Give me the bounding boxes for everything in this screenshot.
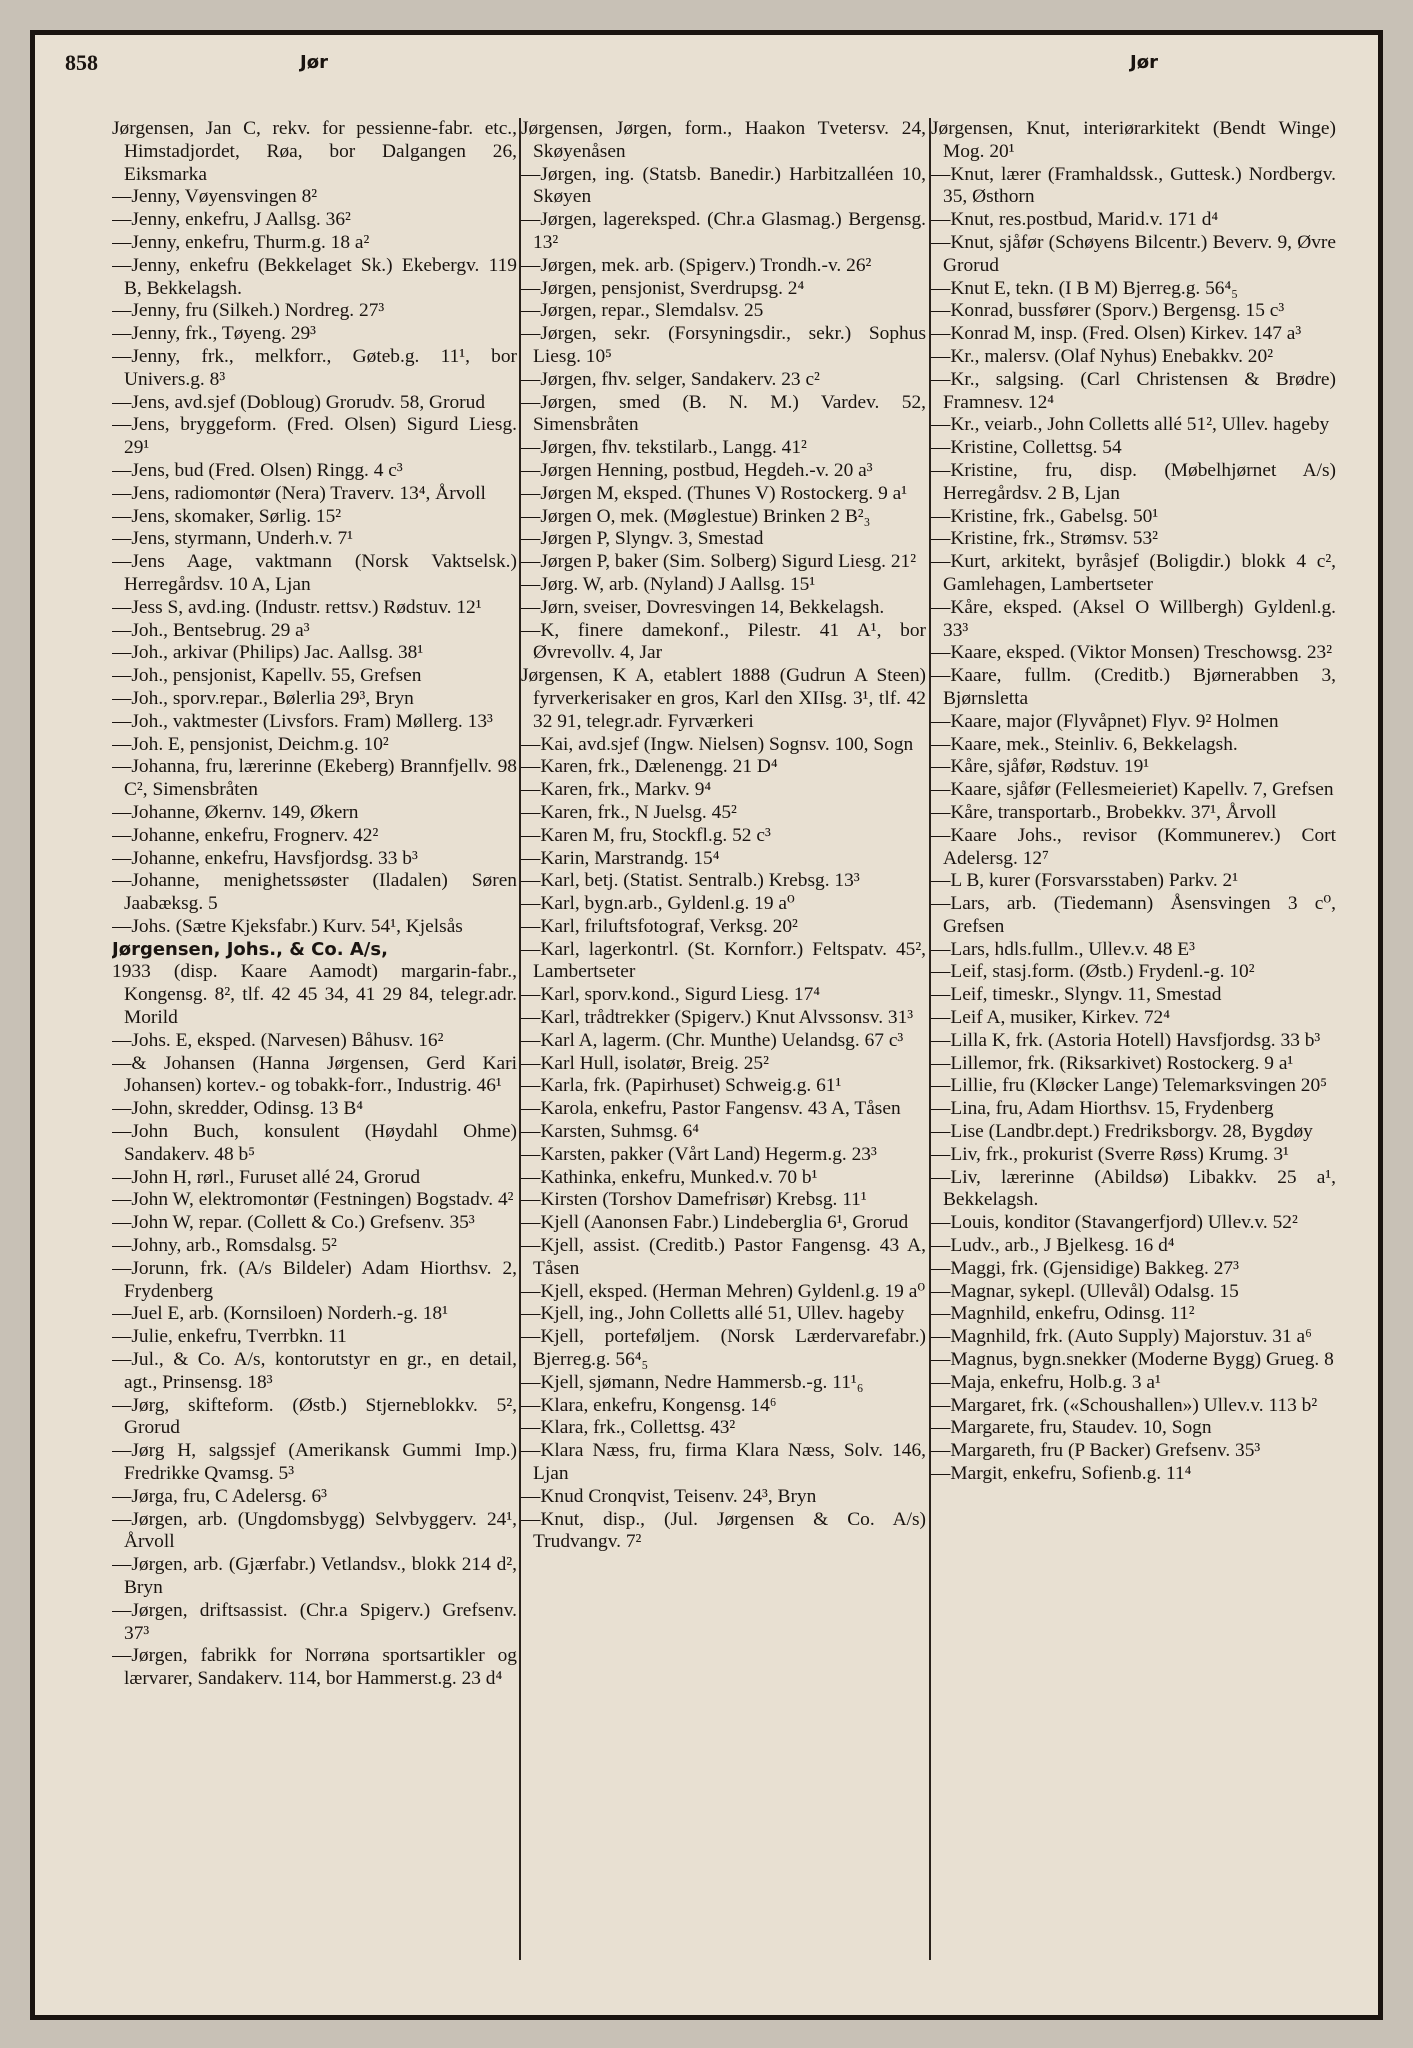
- directory-entry: —Jørgen, sekr. (Forsyningsdir., sekr.) Sophus Liesg. 10⁵: [521, 323, 926, 367]
- directory-column-1: [112, 118, 517, 1968]
- directory-entry: —Karola, enkefru, Pastor Fangensv. 43 A, Tåsen: [521, 1098, 901, 1120]
- directory-entry: —Jorunn, frk. (A/s Bildeler) Adam Hiorthsv. 2, Frydenberg: [112, 1257, 517, 1302]
- directory-entry: —Knut, sjåfør (Schøyens Bilcentr.) Beverv. 9, Øvre Grorud: [931, 231, 1336, 276]
- directory-entry: —Karsten, pakker (Vårt Land) Hegerm.g. 23³: [521, 1143, 877, 1165]
- directory-entry: —John W, repar. (Collett & Co.) Grefsenv. 35³: [112, 1212, 475, 1234]
- directory-entry: —Lilla K, frk. (Astoria Hotell) Havsfjordsg. 33 b³: [931, 1029, 1321, 1051]
- directory-entry: —Jørgen P, Slyngv. 3, Smestad: [521, 528, 764, 550]
- directory-column-2: [521, 118, 926, 1968]
- directory-entry: —Jens, avd.sjef (Dobloug) Grorudv. 58, Grorud: [112, 391, 486, 413]
- directory-entry: —Jørgen, mek. arb. (Spigerv.) Trondh.-v. 26²: [521, 254, 872, 276]
- directory-entry: —Johanne, Økernv. 149, Økern: [112, 801, 359, 823]
- directory-entry: —Karl, bygn.arb., Gyldenl.g. 19 a⁰: [521, 893, 795, 915]
- directory-entry: —Johanna, fru, lærerinne (Ekeberg) Brannfjellv. 98 C², Simensbråten: [112, 756, 517, 801]
- directory-entry: —Kåre, eksped. (Aksel O Willbergh) Gyldenl.g. 33³: [931, 596, 1336, 641]
- directory-entry: Jørgensen, Jan C, rekv. for pessienne-fabr. etc., Himstadjordet, Røa, bor Dalgangen 26, Eiksmarka: [112, 118, 517, 185]
- directory-entry: —Jess S, avd.ing. (Industr. rettsv.) Rødstuv. 12¹: [112, 596, 482, 618]
- directory-entry: —Knud Cronqvist, Teisenv. 24³, Bryn: [521, 1485, 817, 1507]
- page-number: 858: [65, 50, 98, 75]
- directory-entry: —Kjell, sjømann, Nedre Hammersb.-g. 11¹₆: [521, 1371, 864, 1393]
- directory-entry: —Jørgen, ing. (Statsb. Banedir.) Harbitzalléen 10, Skøyen: [521, 163, 926, 208]
- directory-entry: —Knut, lærer (Framhaldssk., Guttesk.) Nordbergv. 35, Østhorn: [931, 163, 1336, 208]
- directory-entry: —Magnar, sykepl. (Ullevål) Odalsg. 15: [931, 1280, 1239, 1302]
- directory-entry: —Jørgen P, baker (Sim. Solberg) Sigurd Liesg. 21²: [521, 551, 917, 573]
- directory-entry: —Kurt, arkitekt, byråsjef (Boligdir.) blokk 4 c², Gamlehagen, Lambertseter: [931, 551, 1336, 595]
- directory-entry: —Karl, friluftsfotograf, Verksg. 20²: [521, 915, 798, 937]
- directory-entry: —Kai, avd.sjef (Ingw. Nielsen) Sognsv. 100, Sogn: [521, 733, 914, 755]
- directory-entry: —Kaare, eksped. (Viktor Monsen) Treschowsg. 23²: [931, 642, 1333, 664]
- directory-entry: —Lillie, fru (Kløcker Lange) Telemarksvingen 20⁵: [931, 1075, 1327, 1097]
- directory-entry: —Kjell, porteføljem. (Norsk Lærdervarefabr.) Bjerreg.g. 56⁴₅: [521, 1326, 926, 1371]
- directory-entry: —Konrad M, insp. (Fred. Olsen) Kirkev. 147 a³: [931, 323, 1302, 345]
- directory-entry: —Jørgen, arb. (Ungdomsbygg) Selvbyggerv. 24¹, Årvoll: [112, 1508, 517, 1553]
- directory-entry: —Jenny, enkefru, Thurm.g. 18 a²: [112, 231, 370, 253]
- directory-entry: —Kathinka, enkefru, Munked.v. 70 b¹: [521, 1166, 818, 1188]
- directory-entry: —Jens, styrmann, Underh.v. 7¹: [112, 528, 353, 550]
- directory-entry: —Knut, res.postbud, Marid.v. 171 d⁴: [931, 209, 1219, 231]
- directory-entry: —Knut, disp., (Jul. Jørgensen & Co. A/s) Trudvangv. 7²: [521, 1508, 926, 1553]
- directory-entry: —Julie, enkefru, Tverrbkn. 11: [112, 1326, 347, 1348]
- directory-entry: —Jens, radiomontør (Nera) Traverv. 13⁴, Årvoll: [112, 482, 486, 504]
- directory-entry: —Karin, Marstrandg. 15⁴: [521, 847, 720, 869]
- directory-entry: —Maja, enkefru, Holb.g. 3 a¹: [931, 1371, 1161, 1393]
- directory-entry: —John H, rørl., Furuset allé 24, Grorud: [112, 1166, 421, 1188]
- directory-entry: —Margarete, fru, Staudev. 10, Sogn: [931, 1417, 1212, 1439]
- directory-entry: —Louis, konditor (Stavangerfjord) Ullev.v. 52²: [931, 1212, 1298, 1234]
- directory-entry: Jørgensen, Knut, interiørarkitekt (Bendt Winge) Mog. 20¹: [931, 118, 1336, 162]
- directory-entry: —Kristine, frk., Strømsv. 53²: [931, 528, 1158, 550]
- directory-entry: —Konrad, bussfører (Sporv.) Bergensg. 15 c³: [931, 300, 1285, 322]
- directory-entry: —Leif A, musiker, Kirkev. 72⁴: [931, 1007, 1170, 1029]
- directory-entry: —Kåre, transportarb., Brobekkv. 37¹, Årvoll: [931, 801, 1277, 823]
- directory-entry: —Jenny, Vøyensvingen 8²: [112, 186, 318, 208]
- directory-entry: —Maggi, frk. (Gjensidige) Bakkeg. 27³: [931, 1257, 1239, 1279]
- directory-entry: —Kristine, fru, disp. (Møbelhjørnet A/s) Herregårdsv. 2 B, Ljan: [931, 459, 1336, 504]
- directory-entry: —Margit, enkefru, Sofienb.g. 11⁴: [931, 1463, 1192, 1485]
- directory-entry: —K, finere damekonf., Pilestr. 41 A¹, bor Øvrevollv. 4, Jar: [521, 619, 926, 664]
- directory-entry: —Kristine, frk., Gabelsg. 50¹: [931, 505, 1159, 527]
- directory-entry: —Jens Aage, vaktmann (Norsk Vaktselsk.) Herregårdsv. 10 A, Ljan: [112, 551, 517, 595]
- directory-entry: —Jørga, fru, C Adelersg. 6³: [112, 1485, 327, 1507]
- directory-entry: —Johanne, enkefru, Frognerv. 42²: [112, 824, 379, 846]
- directory-entry: —Kjell, ing., John Colletts allé 51, Ullev. hageby: [521, 1303, 905, 1325]
- directory-entry: —Karsten, Suhmsg. 6⁴: [521, 1121, 700, 1143]
- directory-entry: —Kjell (Aanonsen Fabr.) Lindeberglia 6¹, Grorud: [521, 1212, 909, 1234]
- directory-entry: —Jenny, enkefru (Bekkelaget Sk.) Ekebergv. 119 B, Bekkelagsh.: [112, 254, 517, 299]
- directory-entry: —Joh. E, pensjonist, Deichm.g. 10²: [112, 733, 389, 755]
- directory-entry: —Johanne, enkefru, Havsfjordsg. 33 b³: [112, 847, 418, 869]
- directory-entry: —John, skredder, Odinsg. 13 B⁴: [112, 1098, 364, 1120]
- directory-entry: —Knut E, tekn. (I B M) Bjerreg.g. 56⁴₅: [931, 277, 1239, 299]
- directory-entry: Jørgensen, Jørgen, form., Haakon Tvetersv. 24, Skøyenåsen: [521, 118, 926, 162]
- directory-entry: —Johs. E, eksped. (Narvesen) Båhusv. 16²: [112, 1029, 444, 1051]
- directory-entry: —Karen, frk., N Juelsg. 45²: [521, 801, 737, 823]
- directory-entry: —Jørgen, fabrikk for Norrøna sportsartikler og lærvarer, Sandakerv. 114, bor Hammerst.g. 23 d⁴: [112, 1645, 517, 1690]
- directory-entry: —Jørgen, pensjonist, Sverdrupsg. 2⁴: [521, 277, 805, 299]
- directory-entry: —Joh., arkivar (Philips) Jac. Aallsg. 38¹: [112, 642, 424, 664]
- directory-entry: —Kirsten (Torshov Damefrisør) Krebsg. 11¹: [521, 1189, 867, 1211]
- directory-entry: —Liv, frk., prokurist (Sverre Røss) Krumg. 3¹: [931, 1143, 1289, 1165]
- directory-entry: —Kr., malersv. (Olaf Nyhus) Enebakkv. 20²: [931, 345, 1274, 367]
- directory-entry: —John Buch, konsulent (Høydahl Ohme) Sandakerv. 48 b⁵: [112, 1121, 517, 1165]
- directory-entry: —Liv, lærerinne (Abildsø) Libakkv. 25 a¹, Bekkelagsh.: [931, 1166, 1336, 1211]
- directory-entry: —Jørgen, lagereksped. (Chr.a Glasmag.) Bergensg. 13²: [521, 209, 926, 253]
- directory-entry: Jørgensen, K A, etablert 1888 (Gudrun A Steen) fyrverkerisaker en gros, Karl den XIIsg. 3¹, tlf. 42 32 91, telegr.adr. Fyrværkeri: [521, 665, 926, 732]
- directory-entry: —Jørg, skifteform. (Østb.) Stjerneblokkv. 5², Grorud: [112, 1394, 517, 1439]
- directory-entry: —Karla, frk. (Papirhuset) Schweig.g. 61¹: [521, 1075, 842, 1097]
- running-head-left: Jør: [300, 52, 328, 73]
- directory-entry: —L B, kurer (Forsvarsstaben) Parkv. 2¹: [931, 870, 1239, 892]
- directory-entry: —Magnhild, frk. (Auto Supply) Majorstuv. 31 a⁶: [931, 1326, 1312, 1348]
- directory-entry: —Lina, fru, Adam Hiorthsv. 15, Frydenberg: [931, 1098, 1274, 1120]
- directory-entry: —Joh., sporv.repar., Bølerlia 29³, Bryn: [112, 687, 414, 709]
- directory-entry: —Lars, hdls.fullm., Ullev.v. 48 E³: [931, 938, 1195, 960]
- directory-entry: —Jørgen, driftsassist. (Chr.a Spigerv.) Grefsenv. 37³: [112, 1599, 517, 1644]
- directory-entry: —Kr., salgsing. (Carl Christensen & Brødre) Framnesv. 12⁴: [931, 368, 1336, 413]
- directory-entry: —Lars, arb. (Tiedemann) Åsensvingen 3 c⁰, Grefsen: [931, 893, 1336, 937]
- directory-entry: —Johny, arb., Romsdalsg. 5²: [112, 1235, 337, 1257]
- directory-entry: —Jenny, enkefru, J Aallsg. 36²: [112, 209, 351, 231]
- directory-entry: —Karl, lagerkontrl. (St. Kornforr.) Feltspatv. 45², Lambertseter: [521, 938, 926, 983]
- directory-entry: —Karl Hull, isolatør, Breig. 25²: [521, 1052, 769, 1074]
- directory-entry: —Klara Næss, fru, firma Klara Næss, Solv. 146, Ljan: [521, 1440, 926, 1485]
- directory-entry: —Johanne, menighetssøster (Iladalen) Søren Jaabæksg. 5: [112, 870, 517, 915]
- directory-entry: —& Johansen (Hanna Jørgensen, Gerd Kari Johansen) kortev.- og tobakk-forr., Industrig. 46¹: [112, 1052, 517, 1097]
- directory-entry: —Jørgen, fhv. selger, Sandakerv. 23 c²: [521, 368, 820, 390]
- directory-entry: —Kaare, fullm. (Creditb.) Bjørnerabben 3, Bjørnsletta: [931, 665, 1336, 709]
- directory-entry: —Kaare, sjåfør (Fellesmeieriet) Kapellv. 7, Grefsen: [931, 779, 1334, 801]
- directory-column-3: [931, 118, 1336, 1968]
- directory-entry: —John W, elektromontør (Festningen) Bogstadv. 4²: [112, 1189, 514, 1211]
- directory-entry: —Jul., & Co. A/s, kontorutstyr en gr., en detail, agt., Prinsensg. 18³: [112, 1349, 517, 1393]
- directory-entry: —Johs. (Sætre Kjeksfabr.) Kurv. 54¹, Kjelsås: [112, 915, 463, 937]
- directory-entry: —Kr., veiarb., John Colletts allé 51², Ullev. hageby: [931, 414, 1330, 436]
- directory-entry: —Jenny, frk., Tøyeng. 29³: [112, 323, 316, 345]
- directory-entry: —Jørgen, smed (B. N. M.) Vardev. 52, Simensbråten: [521, 391, 926, 436]
- directory-entry: —Lise (Landbr.dept.) Fredriksborgv. 28, Bygdøy: [931, 1121, 1313, 1143]
- directory-entry: —Jørgen, arb. (Gjærfabr.) Vetlandsv., blokk 214 d², Bryn: [112, 1554, 517, 1598]
- directory-entry: —Magnus, bygn.snekker (Moderne Bygg) Grueg. 8: [931, 1349, 1334, 1371]
- directory-entry: —Jenny, frk., melkforr., Gøteb.g. 11¹, bor Univers.g. 8³: [112, 345, 517, 390]
- directory-entry: —Margaret, frk. («Schoushallen») Ullev.v. 113 b²: [931, 1394, 1318, 1416]
- directory-entry: —Kjell, assist. (Creditb.) Pastor Fangensg. 43 A, Tåsen: [521, 1235, 926, 1279]
- directory-entry: —Kaare, major (Flyvåpnet) Flyv. 9² Holmen: [931, 710, 1279, 732]
- page-header: [65, 50, 1345, 90]
- directory-entry: —Jens, bryggeform. (Fred. Olsen) Sigurd Liesg. 29¹: [112, 414, 517, 459]
- directory-entry: —Karen, frk., Dælenengg. 21 D⁴: [521, 756, 778, 778]
- directory-entry: —Kaare, mek., Steinliv. 6, Bekkelagsh.: [931, 733, 1238, 755]
- directory-entry: —Kjell, eksped. (Herman Mehren) Gyldenl.g. 19 a⁰: [521, 1280, 926, 1302]
- directory-entry: —Karl A, lagerm. (Chr. Munthe) Uelandsg. 67 c³: [521, 1029, 904, 1051]
- directory-entry: —Joh., Bentsebrug. 29 a³: [112, 619, 310, 641]
- directory-entry: —Juel E, arb. (Kornsiloen) Norderh.-g. 18¹: [112, 1303, 448, 1325]
- directory-entry: —Karl, sporv.kond., Sigurd Liesg. 17⁴: [521, 984, 821, 1006]
- directory-entry: —Jørg H, salgssjef (Amerikansk Gummi Imp.) Fredrikke Qvamsg. 5³: [112, 1440, 517, 1485]
- directory-entry: —Kaare Johs., revisor (Kommunerev.) Cort Adelersg. 12⁷: [931, 824, 1336, 869]
- directory-entry: —Jørgen, fhv. tekstilarb., Langg. 41²: [521, 437, 807, 459]
- directory-entry: —Kristine, Collettsg. 54: [931, 437, 1122, 459]
- directory-entry: —Jens, bud (Fred. Olsen) Ringg. 4 c³: [112, 459, 403, 481]
- directory-entry: —Jens, skomaker, Sørlig. 15²: [112, 505, 342, 527]
- directory-entry: —Jørg. W, arb. (Nyland) J Aallsg. 15¹: [521, 573, 816, 595]
- directory-entry: —Jørn, sveiser, Dovresvingen 14, Bekkelagsh.: [521, 596, 885, 618]
- directory-entry: —Karen, frk., Markv. 9⁴: [521, 779, 712, 801]
- directory-entry: —Jørgen O, mek. (Møglestue) Brinken 2 B²₃: [521, 505, 871, 527]
- directory-entry: —Magnhild, enkefru, Odinsg. 11²: [931, 1303, 1195, 1325]
- directory-entry: —Leif, stasj.form. (Østb.) Frydenl.-g. 10²: [931, 961, 1255, 983]
- directory-entry: 1933 (disp. Kaare Aamodt) margarin-fabr., Kongensg. 8², tlf. 42 45 34, 41 29 84, telegr.adr. Morild: [112, 961, 517, 1029]
- directory-entry: —Jørgen Henning, postbud, Hegdeh.-v. 20 a³: [521, 459, 873, 481]
- directory-entry: —Karl, betj. (Statist. Sentralb.) Krebsg. 13³: [521, 870, 860, 892]
- directory-entry: —Lillemor, frk. (Riksarkivet) Rostockerg. 9 a¹: [931, 1052, 1294, 1074]
- directory-entry: —Karl, trådtrekker (Spigerv.) Knut Alvssonsv. 31³: [521, 1007, 914, 1029]
- directory-entry: —Ludv., arb., J Bjelkesg. 16 d⁴: [931, 1235, 1175, 1257]
- directory-entry: —Klara, enkefru, Kongensg. 14⁶: [521, 1394, 777, 1416]
- directory-entry: —Jørgen, repar., Slemdalsv. 25: [521, 300, 764, 322]
- directory-entry: —Leif, timeskr., Slyngv. 11, Smestad: [931, 984, 1222, 1006]
- directory-entry: —Klara, frk., Collettsg. 43²: [521, 1417, 736, 1439]
- directory-entry: —Jenny, fru (Silkeh.) Nordreg. 27³: [112, 300, 385, 322]
- directory-entry: —Karen M, fru, Stockfl.g. 52 c³: [521, 824, 771, 846]
- directory-entry: —Margareth, fru (P Backer) Grefsenv. 35³: [931, 1440, 1261, 1462]
- directory-entry: —Kåre, sjåfør, Rødstuv. 19¹: [931, 756, 1150, 778]
- directory-entry: —Joh., vaktmester (Livsfors. Fram) Møllerg. 13³: [112, 710, 493, 732]
- directory-entry: —Jørgen M, eksped. (Thunes V) Rostockerg. 9 a¹: [521, 482, 908, 504]
- running-head-right: Jør: [1130, 52, 1158, 73]
- directory-entry: —Joh., pensjonist, Kapellv. 55, Grefsen: [112, 665, 422, 687]
- directory-entry: Jørgensen, Johs., & Co. A/s,: [112, 938, 388, 960]
